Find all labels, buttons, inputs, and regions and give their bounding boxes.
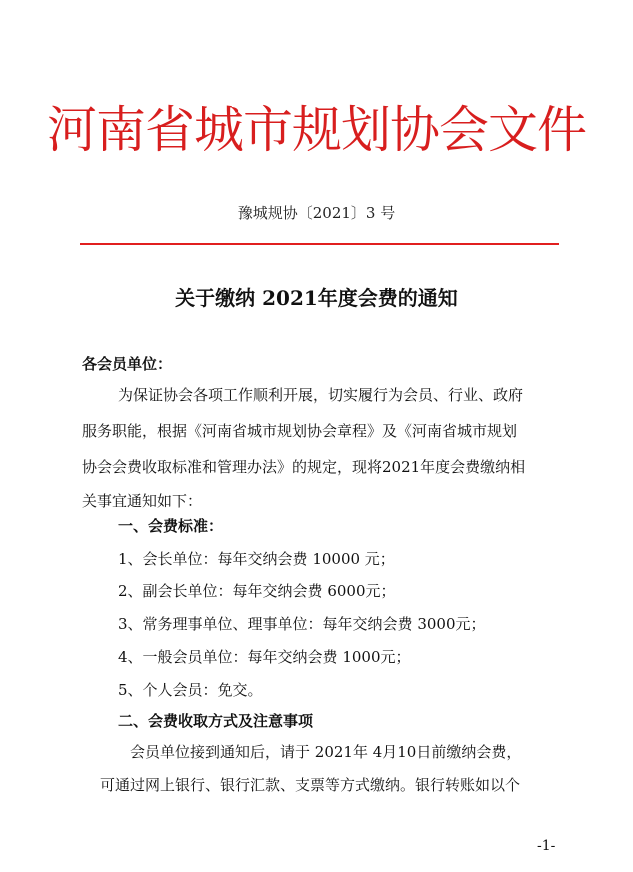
section-heading-collection: 二、会费收取方式及注意事项 [118, 712, 314, 730]
section-heading-fee-standard: 一、会费标准： [118, 517, 224, 535]
notice-title: 关于缴纳 2021年度会费的通知 [175, 286, 458, 310]
intro-line: 关事宜通知如下： [82, 492, 203, 510]
salutation: 各会员单位： [82, 355, 173, 373]
red-divider [80, 243, 559, 245]
document-number: 豫城规协〔2021〕3 号 [237, 204, 396, 222]
org-header-title: 河南省城市规划协会文件 [47, 101, 586, 159]
section2-line: 可通过网上银行、银行汇款、支票等方式缴纳。银行转账如以个 [100, 776, 521, 794]
intro-line: 为保证协会各项工作顺利开展，切实履行为会员、行业、政府 [118, 386, 524, 404]
section2-line: 会员单位接到通知后，请于 2021年 4月10日前缴纳会费， [130, 743, 522, 761]
intro-line: 服务职能，根据《河南省城市规划协会章程》及《河南省城市规划 [82, 422, 518, 440]
fee-item: 2、副会长单位：每年交纳会费 6000元； [118, 582, 396, 600]
fee-item: 5、个人会员：免交。 [118, 681, 263, 699]
fee-item: 4、一般会员单位：每年交纳会费 1000元； [118, 648, 411, 666]
intro-line: 协会会费收取标准和管理办法》的规定，现将2021年度会费缴纳相 [82, 458, 526, 476]
page-number: -1- [537, 838, 556, 854]
fee-item: 3、常务理事单位、理事单位：每年交纳会费 3000元； [118, 615, 486, 633]
fee-item: 1、会长单位：每年交纳会费 10000 元； [118, 550, 395, 568]
